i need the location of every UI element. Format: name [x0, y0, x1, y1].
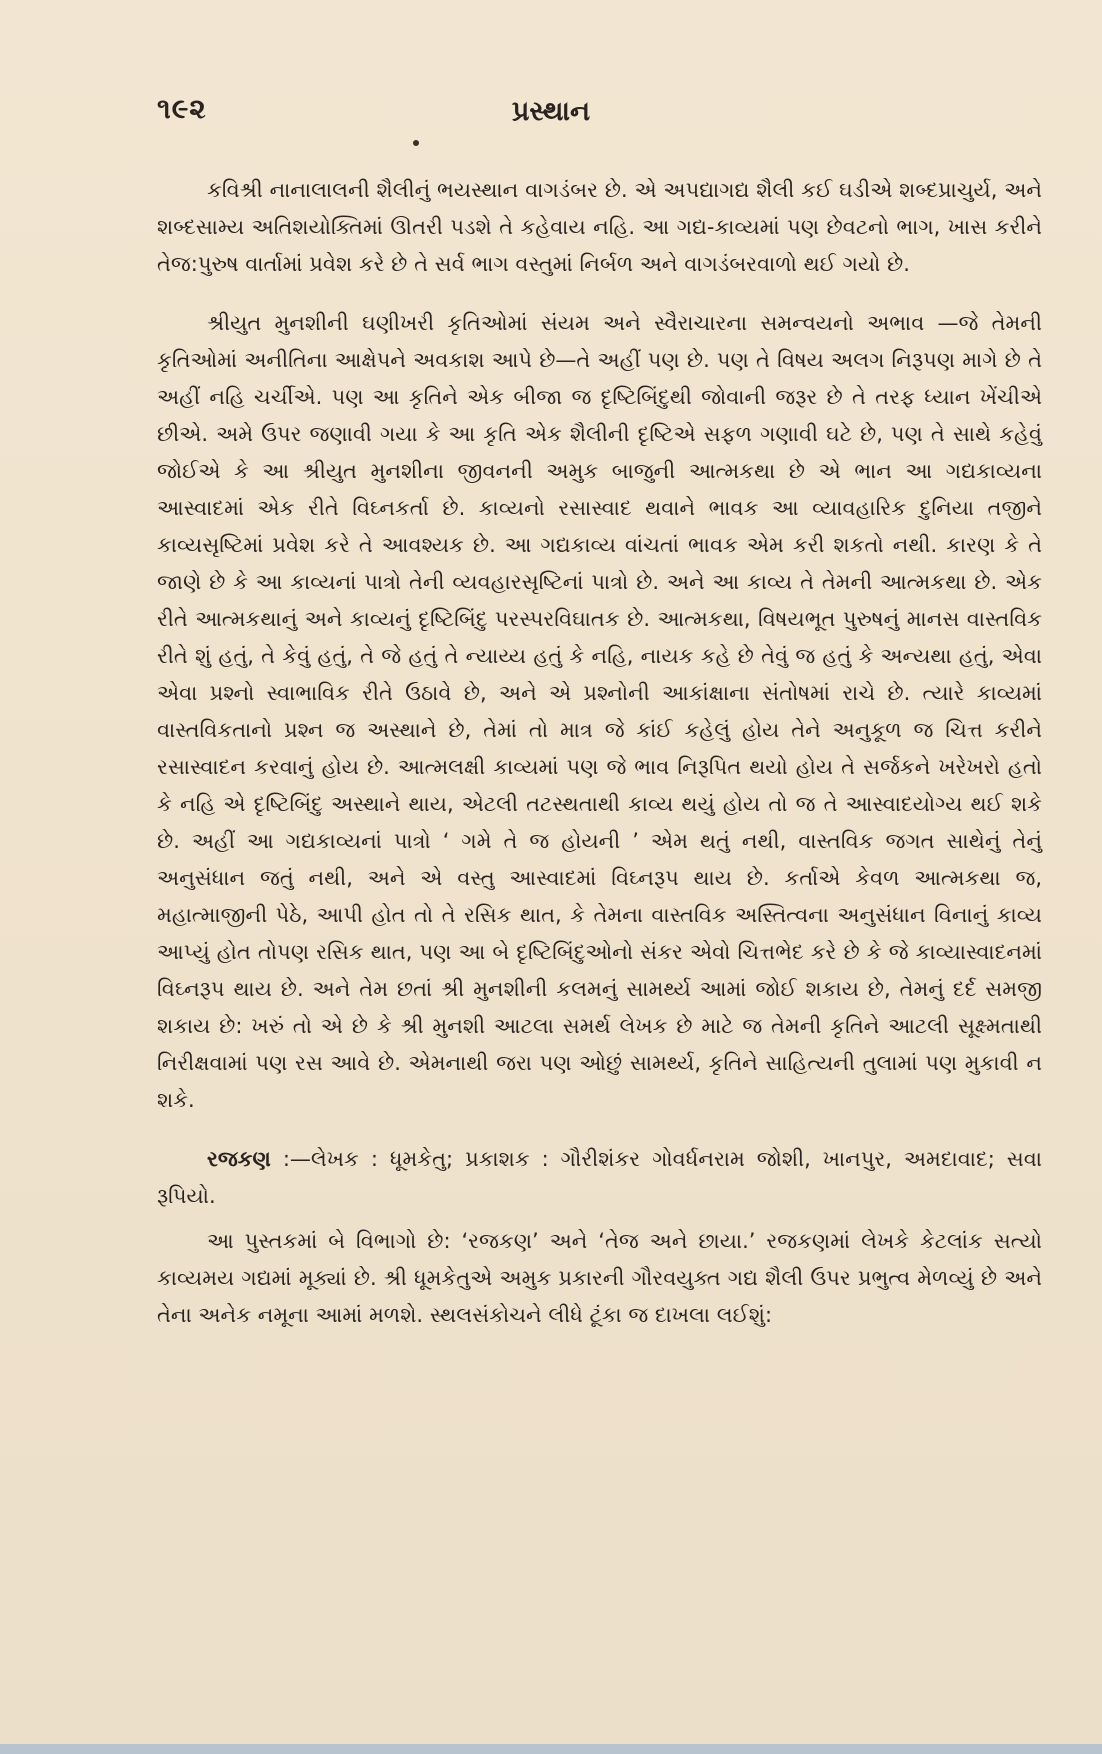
scan-bottom-edge — [0, 1744, 1102, 1754]
book-entry — [157, 1141, 1042, 1215]
book-title: રજકણ — [207, 1147, 271, 1171]
closing-paragraph: આ પુસ્તકમાં બે વિભાગો છે: ‘રજકણ’ અને ‘તેજ અને છાયા.’ રજકણમાં લેખકે કેટલાંક સત્યો કાવ્યમય ગદ્યમાં મૂક્યાં છે. શ્રી ધૂમકેતુએ અમુક પ્રકારની ગૌરવયુક્ત ગદ્ય શૈલી ઉપર પ્રભુત્વ મેળવ્યું છે અને તેના અનેક નમૂના આમાં મળશે. સ્થલસંકોચને લીધે ટૂંકા જ દાખલા લઈશું: — [157, 1229, 1042, 1327]
running-title: પ્રસ્થાન — [511, 96, 591, 127]
page-body — [157, 172, 1042, 1356]
paragraph-2: શ્રીયુત મુનશીની ઘણીખરી કૃતિઓમાં સંયમ અને સ્વૈરાચારના સમન્વયનો અભાવ —જે તેમની કૃતિઓમાં અનીતિના આક્ષેપને અવકાશ આપે છે—તે અહીં પણ છે. પણ તે વિષય અલગ નિરૂપણ માગે છે તે અહીં નહિ ચર્ચીએ. પણ આ કૃતિને એક બીજા જ દૃષ્ટિબિંદુથી જોવાની જરૂર છે તે તરફ ધ્યાન ખેંચીએ છીએ. અમે ઉપર જણાવી ગયા કે આ કૃતિ એક શૈલીની દૃષ્ટિએ સફળ ગણાવી ઘટે છે, પણ તે સાથે કહેવું જોઈએ કે આ શ્રીયુત મુનશીના જીવનની અમુક બાજુની આત્મકથા છે એ ભાન આ ગદ્યકાવ્યના આસ્વાદમાં એક રીતે વિઘ્નકર્તા છે. કાવ્યનો રસાસ્વાદ થવાને ભાવક આ વ્યાવહારિક દુનિયા તજીને કાવ્યસૃષ્ટિમાં પ્રવેશ કરે તે આવશ્યક છે. આ ગદ્યકાવ્ય વાંચતાં ભાવક એમ કરી શકતો નથી. કારણ કે તે જાણે છે કે આ કાવ્યનાં પાત્રો તેની વ્યવહારસૃષ્ટિનાં પાત્રો છે. અને આ કાવ્ય તે તેમની આત્મકથા છે. એક રીતે આત્મકથાનું અને કાવ્યનું દૃષ્ટિબિંદુ પરસ્પરવિઘાતક છે. આત્મકથા, વિષયભૂત પુરુષનું માનસ વાસ્તવિક રીતે શું હતું, તે કેવું હતું, તે જે હતું તે ન્યાય્ય હતું કે નહિ, નાયક કહે છે તેવું જ હતું કે અન્યથા હતું, એવા એવા પ્રશ્નો સ્વાભાવિક રીતે ઉઠાવે છે, અને એ પ્રશ્નોની આકાંક્ષાના સંતોષમાં રાચે છે. ત્યારે કાવ્યમાં વાસ્તવિકતાનો પ્રશ્ન જ અસ્થાને છે, તેમાં તો માત્ર જે કાંઈ કહેલું હોય તેને અનુકૂળ જ ચિત્ત કરીને રસાસ્વાદન કરવાનું હોય છે. આત્મલક્ષી કાવ્યમાં પણ જે ભાવ નિરૂપિત થયો હોય તે સર્જકને ખરેખરો હતો કે નહિ એ દૃષ્ટિબિંદુ અસ્થાને થાય, એટલી તટસ્થતાથી કાવ્ય થયું હોય તો જ તે આસ્વાદયોગ્ય થઈ શકે છે. અહીં આ ગદ્યકાવ્યનાં પાત્રો ‘ ગમે તે જ હોયની ’ એમ થતું નથી, વાસ્તવિક જગત સાથેનું તેનું અનુસંધાન જતું નથી, અને એ વસ્તુ આસ્વાદમાં વિઘ્નરૂપ થાય છે. કર્તાએ કેવળ આત્મકથા જ, મહાત્માજીની પેઠે, આપી હોત તો તે રસિક થાત, કે તેમના વાસ્તવિક અસ્તિત્વના અનુસંધાન વિનાનું કાવ્ય આપ્યું હોત તોપણ રસિક થાત, પણ આ બે દૃષ્ટિબિંદુઓનો સંકર એવો ચિત્તભેદ કરે છે કે જે કાવ્યાસ્વાદનમાં વિઘ્નરૂપ થાય છે. અને તેમ છતાં શ્રી મુનશીની કલમનું સામર્થ્ય આમાં જોઈ શકાય છે, તેમનું દર્દ સમજી શકાય છે: ખરું તો એ છે કે શ્રી મુનશી આટલા સમર્થ લેખક છે માટે જ તેમની કૃતિને આટલી સૂક્ષ્મતાથી નિરીક્ષવામાં પણ રસ આવે છે. એમનાથી જરા પણ ઓછું સામર્થ્ય, કૃતિને સાહિત્યની તુલામાં પણ મુકાવી ન શકે. — [157, 311, 1042, 1112]
paragraph-1: કવિશ્રી નાનાલાલની શૈલીનું ભયસ્થાન વાગડંબર છે. એ અપદ્યાગદ્ય શૈલી કઈ ઘડીએ શબ્દપ્રાચુર્ય, અને શબ્દસામ્ય અતિશયોક્તિમાં ઊતરી પડશે તે કહેવાય નહિ. આ ગદ્ય-કાવ્યમાં પણ છેવટનો ભાગ, ખાસ કરીને તેજ:પુરુષ વાર્તામાં પ્રવેશ કરે છે તે સર્વ ભાગ વસ્તુમાં નિર્બળ અને વાગડંબરવાળો થઈ ગયો છે. — [157, 178, 1042, 276]
page-number: ૧૯૨ — [157, 92, 207, 125]
book-details: :—લેખક : ધૂમકેતુ; પ્રકાશક : ગૌરીશંકર ગોવર્ધનરામ જોશી, ખાનપુર, અમદાવાદ; સવા રૂપિયો. — [157, 1147, 1042, 1208]
print-dot — [413, 140, 419, 146]
